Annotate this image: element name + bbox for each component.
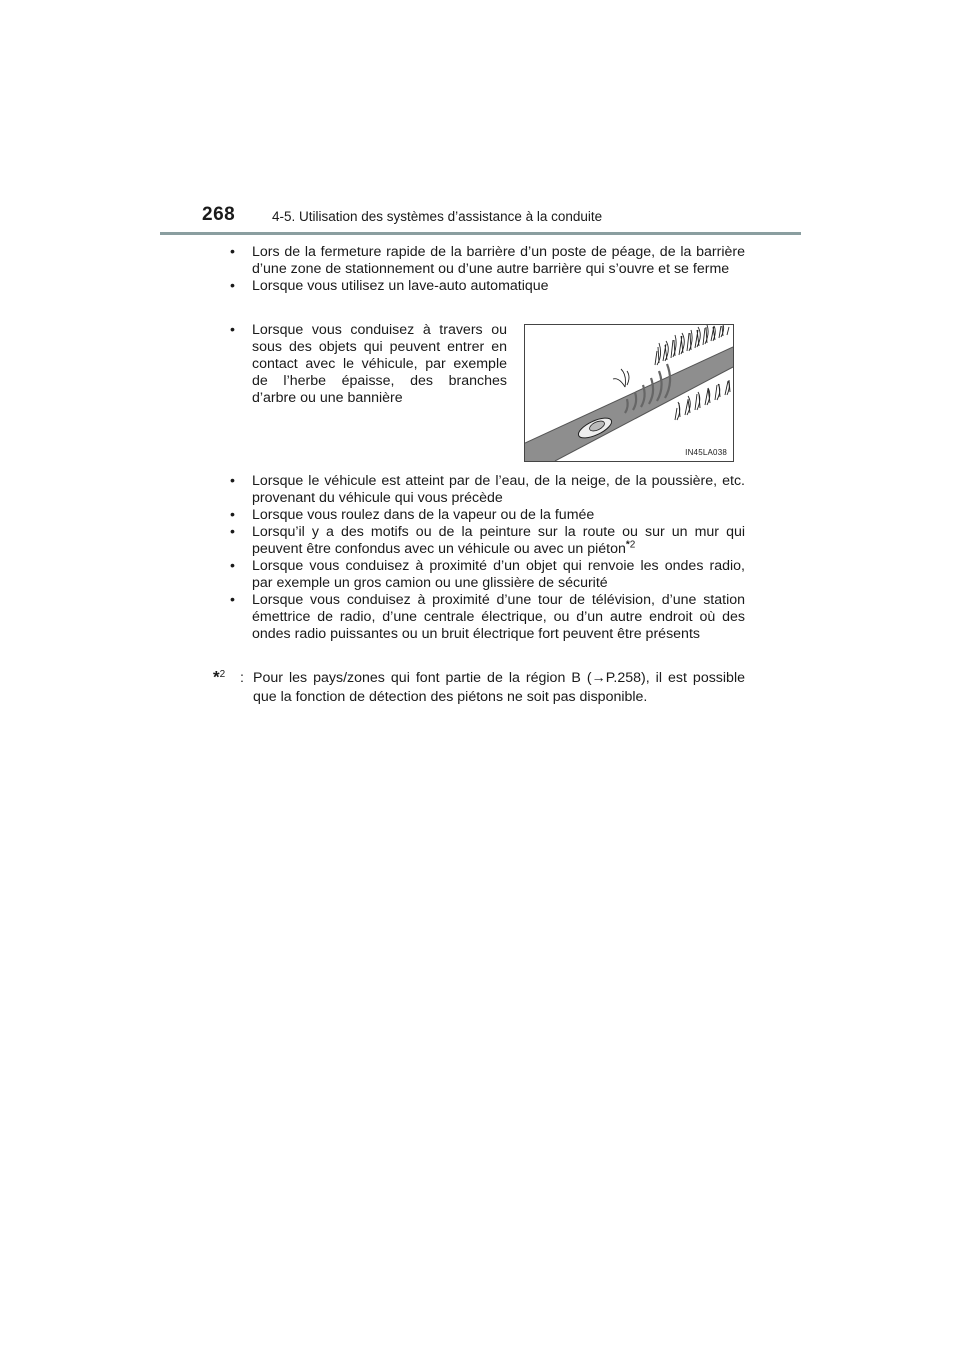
list-item-text: Lorsque vous conduisez à proximité d’un objet qui renvoie les ondes radio, par exemple un gros camion ou une glissière de sécurité [252,558,745,591]
list-item [230,244,745,278]
list-item [230,524,745,558]
bullet-icon: • [230,558,235,574]
figure-code: IN45LA038 [685,448,727,457]
header-divider [160,232,801,235]
bullet-with-figure [230,322,507,407]
list-item [230,278,745,295]
list-item [230,322,507,407]
bullet-icon: • [230,473,235,489]
list-item-text: Lorsque vous conduisez à proximité d’une tour de télévision, d’une station émettrice de radio, d’une centrale électrique, ou d’un autre endroit où des ondes radio puissantes ou un bruit électrique fort peuvent être présents [252,592,745,642]
list-item-text: Lors de la fermeture rapide de la barrière d’un poste de péage, de la barrière d’une zone de stationnement ou d’une autre barrière qui s’ouvre et se ferme [252,244,745,277]
bullet-icon: • [230,524,235,540]
footnote-marker-number: 2 [219,669,226,680]
footnote [213,669,745,707]
list-item-text: Lorsque vous conduisez à travers ou sous des objets qui peuvent entrer en contact avec le véhicule, par exemple de l’herbe épaisse, des branches d’arbre ou une bannière [252,322,507,406]
footnote-text: Pour les pays/zones qui font partie de la région B (→P.258), il est possible que la fonction de détection des piétons ne soit pas disponible. [253,670,745,705]
bullet-icon: • [230,278,235,294]
list-item-text: Lorsqu’il y a des motifs ou de la peinture sur la route ou sur un mur qui peuvent être confondus avec un véhicule ou avec un piéton [252,524,745,557]
footnote-number: 2 [629,539,636,551]
footnote-star: * [625,539,630,551]
bullet-icon: • [230,592,235,608]
page-header [160,204,801,236]
list-item [230,592,745,643]
list-item-text: Lorsque vous utilisez un lave-auto automatique [252,278,549,294]
bullet-list-top [230,244,745,295]
bullet-icon: • [230,244,235,260]
figure-car-radar-grass [524,324,734,462]
list-item [230,558,745,592]
section-title: 4-5. Utilisation des systèmes d’assistance à la conduite [272,209,603,224]
bullet-list-bottom [230,473,745,643]
footnote-reference [626,539,635,550]
list-item-text: Lorsque vous roulez dans de la vapeur ou de la fumée [252,507,595,523]
bullet-icon: • [230,322,235,338]
list-item-text: Lorsque le véhicule est atteint par de l’eau, de la neige, de la poussière, etc. provenant du véhicule qui vous précède [252,473,745,506]
list-item [230,473,745,507]
footnote-marker [213,665,225,688]
list-item [230,507,745,524]
bullet-icon: • [230,507,235,523]
page-number: 268 [202,204,236,225]
car-radar-grass-illustration-icon [525,325,733,461]
footnote-colon: : [240,670,244,686]
footnote-marker-star: * [213,667,220,687]
